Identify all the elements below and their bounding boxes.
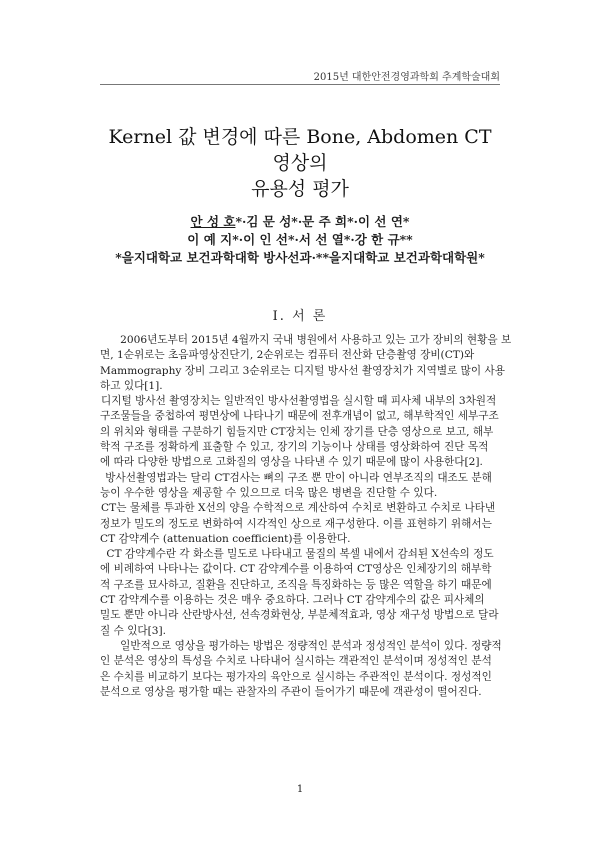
paragraph-line: 2006년도부터 2015년 4월까지 국내 병원에서 사용하고 있는 고가 장비의 현황을 보 bbox=[120, 334, 512, 346]
body-text bbox=[100, 333, 512, 700]
paragraph-line: 분석으로 영상을 평가할 때는 관찰자의 주관이 들어가기 때문에 객관성이 떨어진다. bbox=[100, 685, 482, 698]
paragraph-line: 에 비례하여 나타나는 값이다. CT 감약계수를 이용하여 CT영상은 인체장기의 해부학 bbox=[100, 563, 492, 576]
section-title: Ⅰ. 서 론 bbox=[272, 309, 328, 324]
paragraph-line: 질 수 있다[3]. bbox=[100, 624, 167, 637]
title-line-2: 영상의 bbox=[272, 152, 328, 174]
paragraph bbox=[100, 394, 505, 470]
title-line-1: Kernel 값 변경에 따른 Bone, Abdomen CT bbox=[108, 126, 492, 148]
paragraph-line: CT 감약계수를 이용하는 것은 매우 중요하다. 그러나 CT 감약계수의 값은 피사체의 bbox=[100, 594, 485, 607]
affiliations: *을지대학교 보건과학대학 방사선과·**을지대학교 보건과학대학원* bbox=[115, 250, 485, 265]
paragraph-line: CT는 물체를 투과한 X선의 양을 수학적으로 계산하여 수치로 변환하고 수치로 나타낸 bbox=[101, 502, 496, 515]
co-authors-1: *·김 문 성*·문 주 희*·이 선 연* bbox=[235, 214, 410, 229]
first-author: 안 성 호 bbox=[190, 214, 236, 229]
conference-header: 2015년 대한안전경영과학회 추계학술대회 bbox=[313, 72, 500, 83]
title-line-3: 유용성 평가 bbox=[251, 178, 349, 200]
author-block bbox=[100, 213, 500, 267]
page-number: 1 bbox=[296, 784, 304, 795]
paragraph bbox=[100, 547, 505, 639]
paragraph-line: 적 구조를 묘사하고, 질환을 진단하고, 조직을 특징화하는 등 많은 역할을 하기 때문에 bbox=[100, 578, 492, 591]
paragraph bbox=[100, 333, 512, 394]
paragraph-line: 밀도 뿐만 아니라 산란방사선, 선속경화현상, 부분체적효과, 영상 재구성 방법으로 달라 bbox=[100, 609, 499, 622]
author-line-1 bbox=[100, 213, 500, 231]
paragraph-line: 일반적으로 영상을 평가하는 방법은 정량적인 분석과 정성적인 분석이 있다. 정량적 bbox=[120, 639, 502, 652]
paper-title bbox=[100, 124, 500, 202]
paragraph bbox=[100, 501, 505, 547]
paragraph-line: 구조물들을 중첩하여 평면상에 나타나기 때문에 전후개념이 없고, 해부학적인 세부구조 bbox=[100, 410, 499, 423]
paragraph-line: 은 수치를 비교하기 보다는 평가자의 육안으로 실시하는 주관적인 분석이다. 정성적인 bbox=[100, 670, 492, 683]
paragraph-line: 하고 있다[1]. bbox=[100, 379, 163, 392]
paragraph-line: 방사선촬영법과는 달리 CT검사는 뼈의 구조 뿐 만이 아니라 연부조직의 대조도 분해 bbox=[105, 471, 492, 484]
paragraph-line: 정보가 밀도의 정도로 변화하여 시각적인 상으로 재구성한다. 이를 표현하기 위해서는 bbox=[100, 517, 492, 530]
paragraph-line: CT 감약계수 (attenuation coefficient)를 이용한다. bbox=[100, 532, 351, 545]
paragraph-line: 의 위치와 형태를 구분하기 힘들지만 CT장치는 인체 장기를 단층 영상으로 보고, 해부 bbox=[100, 425, 494, 438]
paragraph bbox=[100, 639, 505, 700]
paragraph-line: 능이 우수한 영상을 제공할 수 있으므로 더욱 많은 병변을 진단할 수 있다. bbox=[100, 486, 438, 499]
paragraph-line: 에 따라 다양한 방법으로 고화질의 영상을 나타낸 수 있기 때문에 많이 사용한다[2]. bbox=[100, 456, 483, 469]
paragraph-line: 인 분석은 영상의 특성을 수치로 나타내어 실시하는 객관적인 분석이며 정성적인 분석 bbox=[100, 655, 492, 668]
paragraph-line: CT 감약계수란 각 화소를 밀도로 나타내고 물질의 복셀 내에서 감쇠된 X선속의 정도 bbox=[106, 548, 494, 561]
paragraph bbox=[100, 471, 505, 502]
paragraph-line: 면, 1순위로는 초음파영상진단기, 2순위로는 컴퓨터 전산화 단층촬영 장비(CT)와 bbox=[100, 349, 475, 362]
paragraph-line: 학적 구조를 정확하게 표출할 수 있고, 장기의 기능이나 상태를 영상화하여 진단 목적 bbox=[100, 441, 489, 454]
header-rule bbox=[100, 84, 500, 85]
author-line-2: 이 예 지*·이 인 선*·서 선 열*·강 한 규** bbox=[187, 232, 413, 247]
paragraph-line: 디지털 방사선 촬영장치는 일반적인 방사선촬영법을 실시할 때 피사체 내부의 3차원적 bbox=[101, 395, 497, 408]
paragraph-line: Mammography 장비 그리고 3순위로는 디지털 방사선 촬영장치가 지역별로 많이 사용 bbox=[100, 364, 505, 377]
